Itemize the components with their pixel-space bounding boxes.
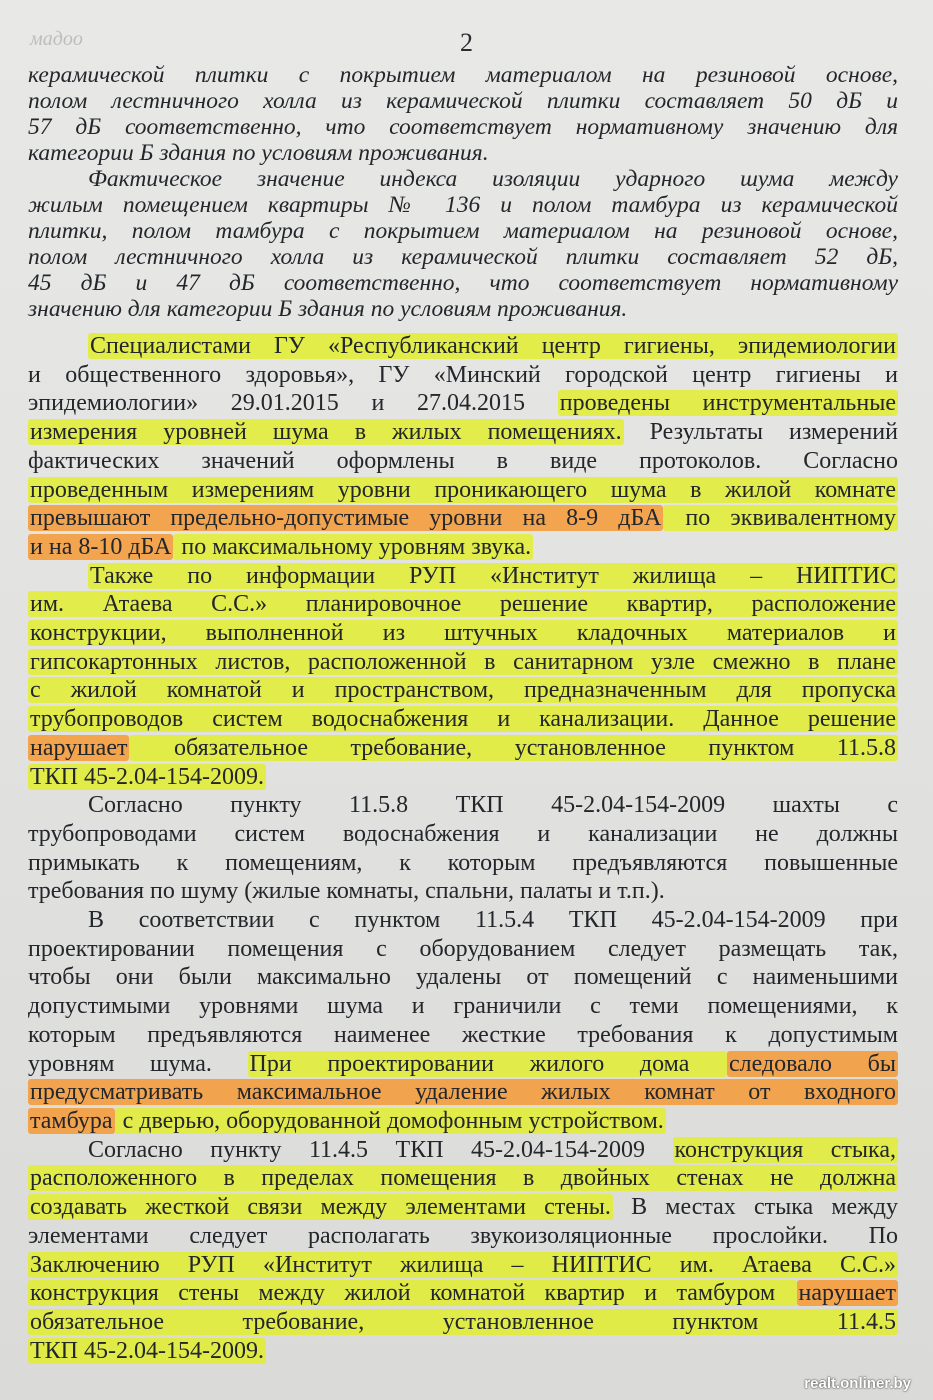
text-segment: уровням шума.	[28, 1050, 248, 1077]
highlight-yellow: расположенного в пределах помещения в двойных стенах не должна	[30, 1165, 896, 1192]
text-line	[28, 389, 898, 418]
highlight-yellow: ТКП 45-2.04-154-2009.	[30, 1337, 264, 1364]
text-line	[28, 562, 898, 591]
highlight-yellow: обязательное требование, установленное пунктом 11.4.5	[30, 1308, 896, 1335]
highlight-orange: превышают предельно-допустимые уровни на 8-9 дБА	[30, 505, 662, 532]
text-line: проектировании помещения с оборудованием следует размещать так,	[28, 935, 898, 962]
text-line: В соответствии с пунктом 11.5.4 ТКП 45-2.04-154-2009 при	[88, 907, 898, 934]
paragraph-5	[28, 1136, 898, 1366]
text-line	[28, 533, 898, 562]
highlight-yellow: измерения уровней шума в жилых помещениях.	[30, 419, 622, 446]
highlight-yellow: ТКП 45-2.04-154-2009.	[30, 763, 264, 790]
text-line	[28, 619, 898, 648]
text-line	[28, 1107, 898, 1136]
italic-line: керамической плитки с покрытием материалом на резиновой основе,	[28, 62, 898, 88]
text-line	[28, 332, 898, 361]
highlight-yellow: При проектировании жилого дома	[249, 1050, 725, 1077]
highlight-orange: предусматривать максимальное удаление жилых комнат от входного	[30, 1079, 896, 1106]
watermark: realt.onliner.by	[804, 1375, 911, 1392]
highlight-yellow: гипсокартонных листов, расположенной в санитарном узле смежно в плане	[30, 648, 896, 675]
highlight-yellow: обязательное требование, установленное пунктом 11.5.8	[131, 734, 896, 761]
text-line: элементами следует располагать звукоизоляционные прослойки. По	[28, 1222, 898, 1249]
text-line: которым предъявляются наименее жесткие требования к допустимым	[28, 1021, 898, 1048]
text-line: трубопроводами систем водоснабжения и канализации не должны	[28, 820, 898, 847]
paragraph-3	[28, 791, 898, 906]
italic-line: категории Б здания по условиям проживания.	[28, 140, 489, 166]
regular-text	[28, 332, 898, 1365]
text-line: требования по шуму (жилые комнаты, спальни, палаты и т.п.).	[28, 878, 665, 905]
italic-line: Фактическое значение индекса изоляции ударного шума между	[88, 166, 898, 192]
text-line: допустимыми уровнями шума и граничили с теми помещениями, к	[28, 993, 898, 1020]
italic-line: 57 дБ соответственно, что соответствует нормативному значению для	[28, 114, 898, 140]
text-line	[28, 504, 898, 533]
text-line	[28, 676, 898, 705]
highlight-yellow: конструкция стыка,	[674, 1136, 896, 1163]
text-line	[28, 1308, 898, 1337]
text-line	[28, 1164, 898, 1193]
text-line	[28, 734, 898, 763]
text-line: чтобы они были максимально удалены от помещений с наименьшими	[28, 964, 898, 991]
italic-line: значению для категории Б здания по условиям проживания.	[28, 296, 628, 322]
italic-line: полом лестничного холла из керамической плитки составляет 52 дБ,	[28, 244, 898, 270]
highlight-yellow: трубопроводов систем водоснабжения и канализации. Данное решение	[30, 706, 896, 733]
text-segment: Согласно	[761, 447, 898, 474]
italic-line: полом лестничного холла из керамической плитки составляет 50 дБ и	[28, 88, 898, 114]
highlight-yellow: Также по информации РУП «Институт жилища – НИПТИС	[90, 562, 896, 589]
highlight-orange: тамбура	[30, 1107, 113, 1134]
highlight-yellow: с дверью, оборудованной домофонным устройством.	[116, 1107, 664, 1134]
highlight-yellow: Заключению РУП «Институт жилища – НИПТИС им. Атаева С.С.»	[30, 1251, 896, 1278]
highlight-orange: нарушает	[798, 1280, 896, 1307]
italic-line: жилым помещением квартиры № 136 и полом тамбура из керамической	[28, 192, 898, 218]
text-segment: Результаты измерений	[623, 419, 898, 446]
text-line	[28, 1337, 898, 1366]
text-line	[28, 1136, 898, 1165]
italic-line: 45 дБ и 47 дБ соответственно, что соответствует нормативному	[28, 270, 898, 296]
text-line	[28, 1078, 898, 1107]
text-segment: фактических значений оформлены в виде протоколов.	[28, 447, 762, 474]
text-line	[28, 648, 898, 677]
text-segment: Согласно пункту 11.4.5 ТКП 45-2.04-154-2009	[88, 1136, 673, 1163]
text-line	[28, 1279, 898, 1308]
highlight-yellow: создавать жесткой связи между элементами стены.	[30, 1194, 611, 1221]
text-line	[28, 590, 898, 619]
italic-line: плитки, полом тамбура с покрытием материалом на резиновой основе,	[28, 218, 898, 244]
highlight-orange: нарушает	[30, 734, 128, 761]
highlight-yellow: конструкции, выполненной из штучных кладочных материалов и	[30, 620, 896, 647]
text-line	[28, 705, 898, 734]
page-number: 2	[460, 28, 473, 57]
paragraph-2	[28, 562, 898, 792]
text-line	[28, 1251, 898, 1280]
text-line	[28, 1050, 898, 1079]
highlight-yellow: проведены инструментальные	[559, 390, 896, 417]
document-body	[28, 62, 898, 1365]
text-line: примыкать к помещениям, к которым предъявляются повышенные	[28, 849, 898, 876]
highlight-orange: и на 8-10 дБА	[30, 533, 172, 560]
highlight-yellow: Специалистами ГУ «Республиканский центр гигиены, эпидемиологии	[90, 333, 896, 359]
text-line	[28, 418, 898, 447]
text-line	[28, 763, 898, 792]
highlight-yellow: конструкция стены между жилой комнатой квартир и тамбуром	[30, 1280, 795, 1307]
highlight-yellow: с жилой комнатой и пространством, предназначенным для пропуска	[30, 677, 896, 704]
text-line: Согласно пункту 11.5.8 ТКП 45-2.04-154-2009 шахты с	[88, 792, 898, 819]
text-line	[28, 1193, 898, 1222]
paragraph-1	[28, 332, 898, 562]
text-line: и общественного здоровья», ГУ «Минский городской центр гигиены и	[28, 361, 898, 388]
highlight-orange: следовало бы	[728, 1050, 896, 1077]
highlight-yellow: по эквивалентному	[665, 505, 896, 532]
text-line	[28, 447, 898, 476]
italic-block	[28, 62, 898, 322]
highlight-yellow: им. Атаева С.С.» планировочное решение квартир, расположение	[30, 591, 896, 618]
bleed-through-text: мадоо	[30, 28, 83, 50]
highlight-yellow: по максимальному уровням звука.	[175, 533, 532, 560]
highlight-yellow: проведенным измерениям уровни проникающего шума в жилой комнате	[30, 476, 896, 503]
paragraph-4	[28, 906, 898, 1136]
text-segment: В местах стыка между	[612, 1194, 898, 1221]
text-segment: эпидемиологии» 29.01.2015 и 27.04.2015	[28, 390, 558, 417]
text-line	[28, 476, 898, 505]
